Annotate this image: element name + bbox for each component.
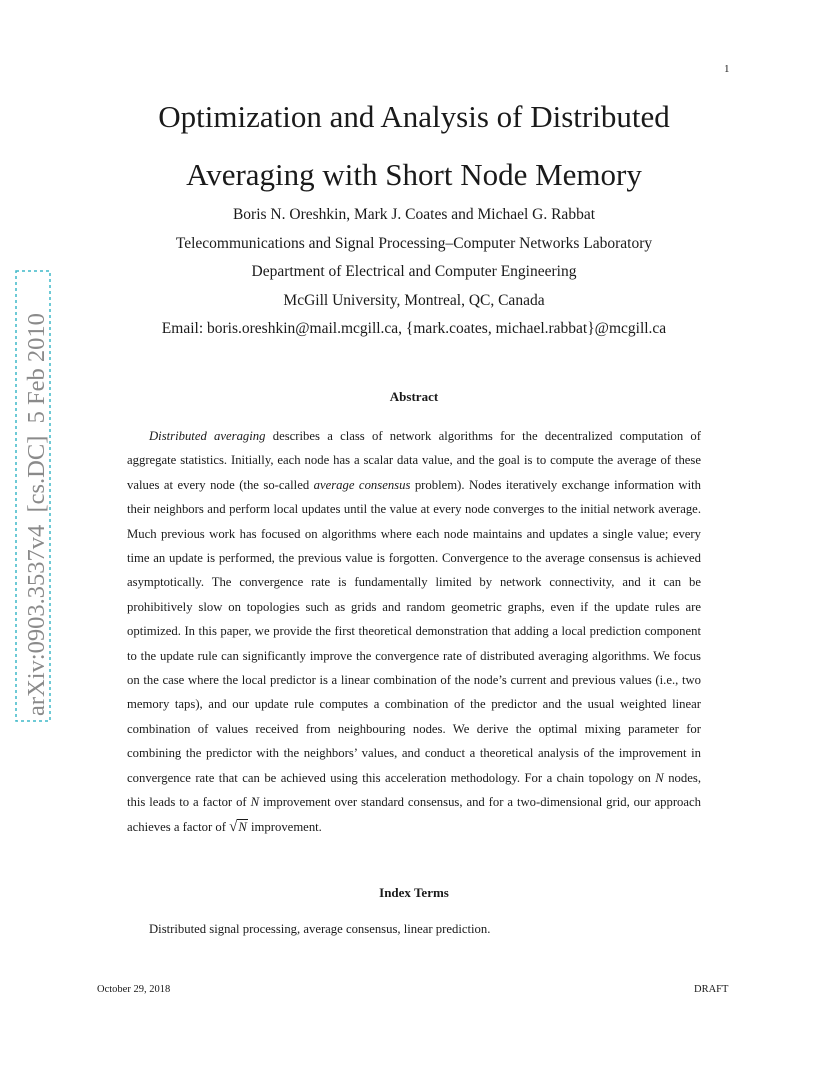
author-list: Boris N. Oreshkin, Mark J. Coates and Michael G. Rabbat xyxy=(232,206,596,223)
page-number: 1 xyxy=(724,63,730,75)
sqrt-symbol: √ xyxy=(229,818,238,835)
arxiv-stamp xyxy=(14,270,54,722)
arxiv-stamp-text: arXiv:0903.3537v4 [cs.DC] 5 Feb 2010 xyxy=(23,313,50,716)
author-emails: Email: boris.oreshkin@mail.mcgill.ca, {mark.coates, michael.rabbat}@mcgill.ca xyxy=(161,320,667,337)
affiliation-department: Department of Electrical and Computer Engineering xyxy=(251,263,577,280)
abstract-text-3: nodes, this leads to a factor of xyxy=(127,770,701,810)
paper-title-line-1: Optimization and Analysis of Distributed xyxy=(158,99,670,134)
affiliation-lab: Telecommunications and Signal Processing–Computer Networks Laboratory xyxy=(175,234,653,252)
author-block xyxy=(0,201,828,344)
index-terms-heading: Index Terms xyxy=(379,885,449,900)
affiliation-university: McGill University, Montreal, QC, Canada xyxy=(283,291,545,309)
math-var-n: N xyxy=(250,795,260,810)
paper-title-line-2: Averaging with Short Node Memory xyxy=(186,157,642,192)
abstract-text-2: problem). Nodes iteratively exchange information with their neighbors and perform local updates until the value at every node converges to the initial network average. Much previous work has focused on algorithms where each node maintains and updates a single value; every time an update is performed, the previous value is forgotten. Convergence to the average consensus is achieved asymptotically. The convergence rate is fundamentally limited by network connectivity, and it can be prohibitively slow on topologies such as grids and random geometric graphs, even if the update rules are optimized. In this paper, we provide the first theoretical demonstration that adding a local prediction component to the update rule can significantly improve the convergence rate of distributed averaging algorithms. We focus on the case where the local predictor is a linear combination of the node’s current and previous values (i.e., two memory taps), and our update rule computes a combination of the predictor and the usual weighted linear combination of values received from neighbouring nodes. We derive the optimal mixing parameter for combining the predictor with the neighbors’ values, and conduct a theoretical analysis of the improvement in convergence rate that can be achieved using this acceleration methodology. For a chain topology on xyxy=(127,477,701,785)
abstract-emph-distributed-averaging: Distributed averaging xyxy=(149,429,266,443)
abstract-heading: Abstract xyxy=(389,389,439,404)
abstract-text-4: improvement over standard consensus, and for a two-dimensional grid, our approach achieves a factor of xyxy=(127,795,701,834)
abstract-body xyxy=(127,424,701,839)
math-var-n: N xyxy=(238,819,247,834)
index-terms-text: Distributed signal processing, average consensus, linear prediction. xyxy=(149,922,491,936)
abstract-text-5: improvement. xyxy=(247,819,322,834)
abstract-text-1: describes a class of network algorithms for the decentralized computation of aggregate statistics. Initially, each node has a scalar data value, and the goal is to compute the average of these values at every node (the so-called xyxy=(127,429,701,492)
footer-date: October 29, 2018 xyxy=(97,984,171,995)
footer-draft-label: DRAFT xyxy=(694,984,729,995)
paper-title xyxy=(0,88,828,204)
math-sqrt-n xyxy=(229,820,248,834)
abstract-emph-average-consensus: average consensus xyxy=(313,477,411,492)
math-var-n: N xyxy=(655,770,664,785)
